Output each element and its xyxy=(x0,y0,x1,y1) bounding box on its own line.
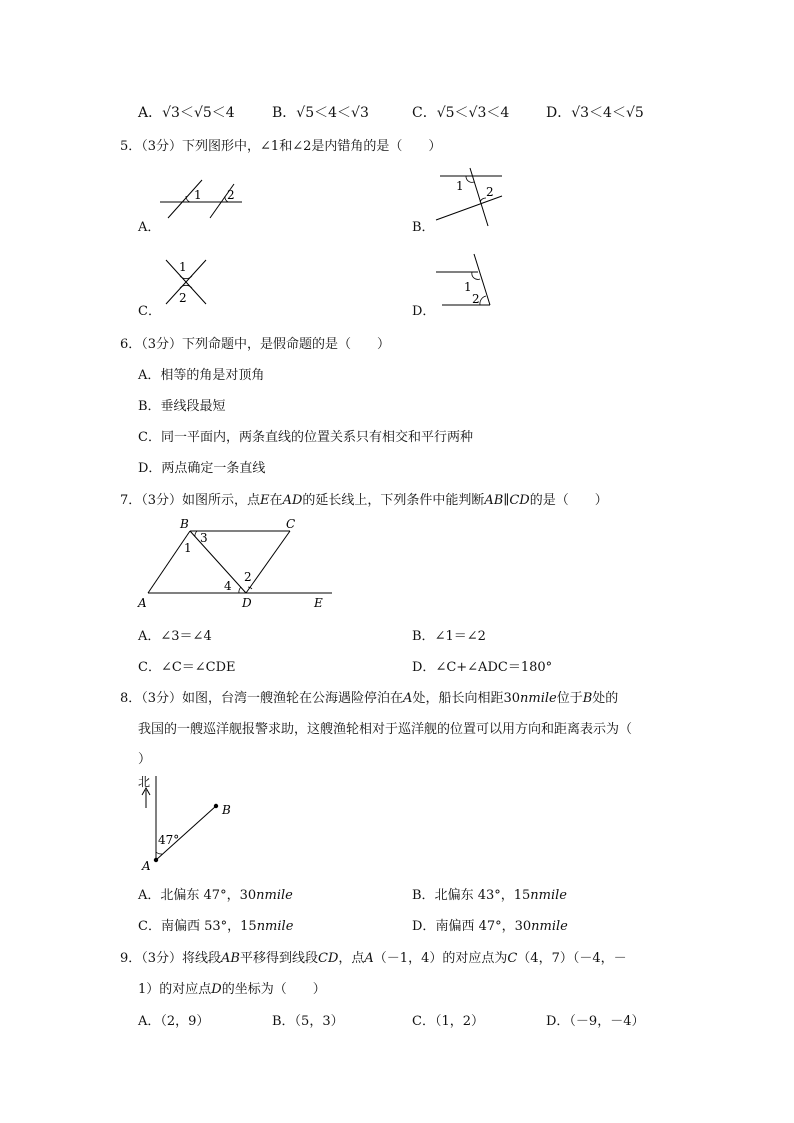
q8-stem-line3: ） xyxy=(138,752,152,767)
q7-angle-4: 4 xyxy=(224,579,232,593)
q8-option-b: B．北偏东 43°，15nmile xyxy=(412,888,568,903)
q9-stem-line2: 1）的对应点D的坐标为（ ） xyxy=(138,982,326,997)
q9-option-c: C．（1，2） xyxy=(412,1014,484,1029)
q9-option-d: D．（－9，－4） xyxy=(546,1014,645,1029)
q5c-angle-2: 2 xyxy=(179,291,187,305)
q6-stem: 6．（3分）下列命题中，是假命题的是（ ） xyxy=(120,337,391,352)
q5-option-d-letter: D． xyxy=(412,304,436,319)
q6-option-c: C．同一平面内，两条直线的位置关系只有相交和平行两种 xyxy=(138,430,473,445)
q5-option-a-letter: A． xyxy=(138,220,161,235)
q9-stem-line1: 9．（3分）将线段AB平移得到线段CD，点A（－1，4）的对应点为C（4，7）（－4，－ xyxy=(120,951,627,966)
q5a-angle-2: 2 xyxy=(227,188,235,202)
q8-option-c: C．南偏西 53°，15nmile xyxy=(138,919,294,934)
q5c-angle-1: 1 xyxy=(179,260,187,274)
q5-figure-b xyxy=(432,168,502,228)
q7-label-d: D xyxy=(242,596,252,610)
q8-figure xyxy=(138,772,248,872)
q4-option-a: A．√3＜√5＜4 xyxy=(138,105,235,121)
q4-option-b: B．√5＜4＜√3 xyxy=(272,105,369,121)
q5d-angle-1: 1 xyxy=(464,280,472,294)
q6-option-b: B．垂线段最短 xyxy=(138,399,226,414)
q7-angle-1: 1 xyxy=(184,541,192,555)
q8-label-a: A xyxy=(142,859,151,873)
q5d-angle-2: 2 xyxy=(472,292,480,306)
q7-option-d: D．∠C+∠ADC＝180° xyxy=(412,660,553,675)
q6-option-a: A．相等的角是对顶角 xyxy=(138,368,265,383)
q4-option-c: C．√5＜√3＜4 xyxy=(412,105,510,121)
q5-option-b-letter: B． xyxy=(412,220,435,235)
q7-label-b: B xyxy=(180,517,189,531)
q5-figure-d xyxy=(436,252,496,310)
q9-option-b: B．（5，3） xyxy=(272,1014,344,1029)
q7-label-c: C xyxy=(286,517,296,531)
q5b-angle-1: 1 xyxy=(456,179,464,193)
q6-option-d: D．两点确定一条直线 xyxy=(138,461,266,476)
q5b-angle-2: 2 xyxy=(486,185,494,199)
q5-stem: 5．（3分）下列图形中，∠1和∠2是内错角的是（ ） xyxy=(120,139,442,154)
q7-angle-2: 2 xyxy=(244,570,252,584)
q7-angle-3: 3 xyxy=(200,531,208,545)
q8-option-a: A．北偏东 47°，30nmile xyxy=(138,888,293,903)
q7-figure xyxy=(138,515,338,615)
q8-label-b: B xyxy=(222,803,231,817)
q5-figure-a xyxy=(160,170,250,225)
q7-option-c: C．∠C＝∠CDE xyxy=(138,660,236,675)
q5-option-c-letter: C． xyxy=(138,304,161,319)
q7-option-b: B．∠1＝∠2 xyxy=(412,629,486,644)
q8-angle-label: 47° xyxy=(158,833,180,847)
q7-stem: 7．（3分）如图所示，点E在AD的延长线上，下列条件中能判断AB∥CD的是（ ） xyxy=(120,493,608,508)
q8-stem-line2: 我国的一艘巡洋舰报警求助，这艘渔轮相对于巡洋舰的位置可以用方向和距离表示为（ xyxy=(138,722,633,737)
q7-label-e: E xyxy=(314,596,323,610)
q5-figure-c xyxy=(164,258,210,308)
q8-stem-line1: 8．（3分）如图，台湾一艘渔轮在公海遇险停泊在A处，船长向相距30nmile位于B处的 xyxy=(120,691,619,706)
q4-option-d: D．√3＜4＜√5 xyxy=(546,105,644,121)
q7-label-a: A xyxy=(138,596,147,610)
q9-option-a: A．（2，9） xyxy=(138,1014,210,1029)
q8-north-label: 北 xyxy=(138,775,151,789)
q5a-angle-1: 1 xyxy=(194,188,202,202)
q8-option-d: D．南偏西 47°，30nmile xyxy=(412,919,568,934)
q7-option-a: A．∠3＝∠4 xyxy=(138,629,212,644)
